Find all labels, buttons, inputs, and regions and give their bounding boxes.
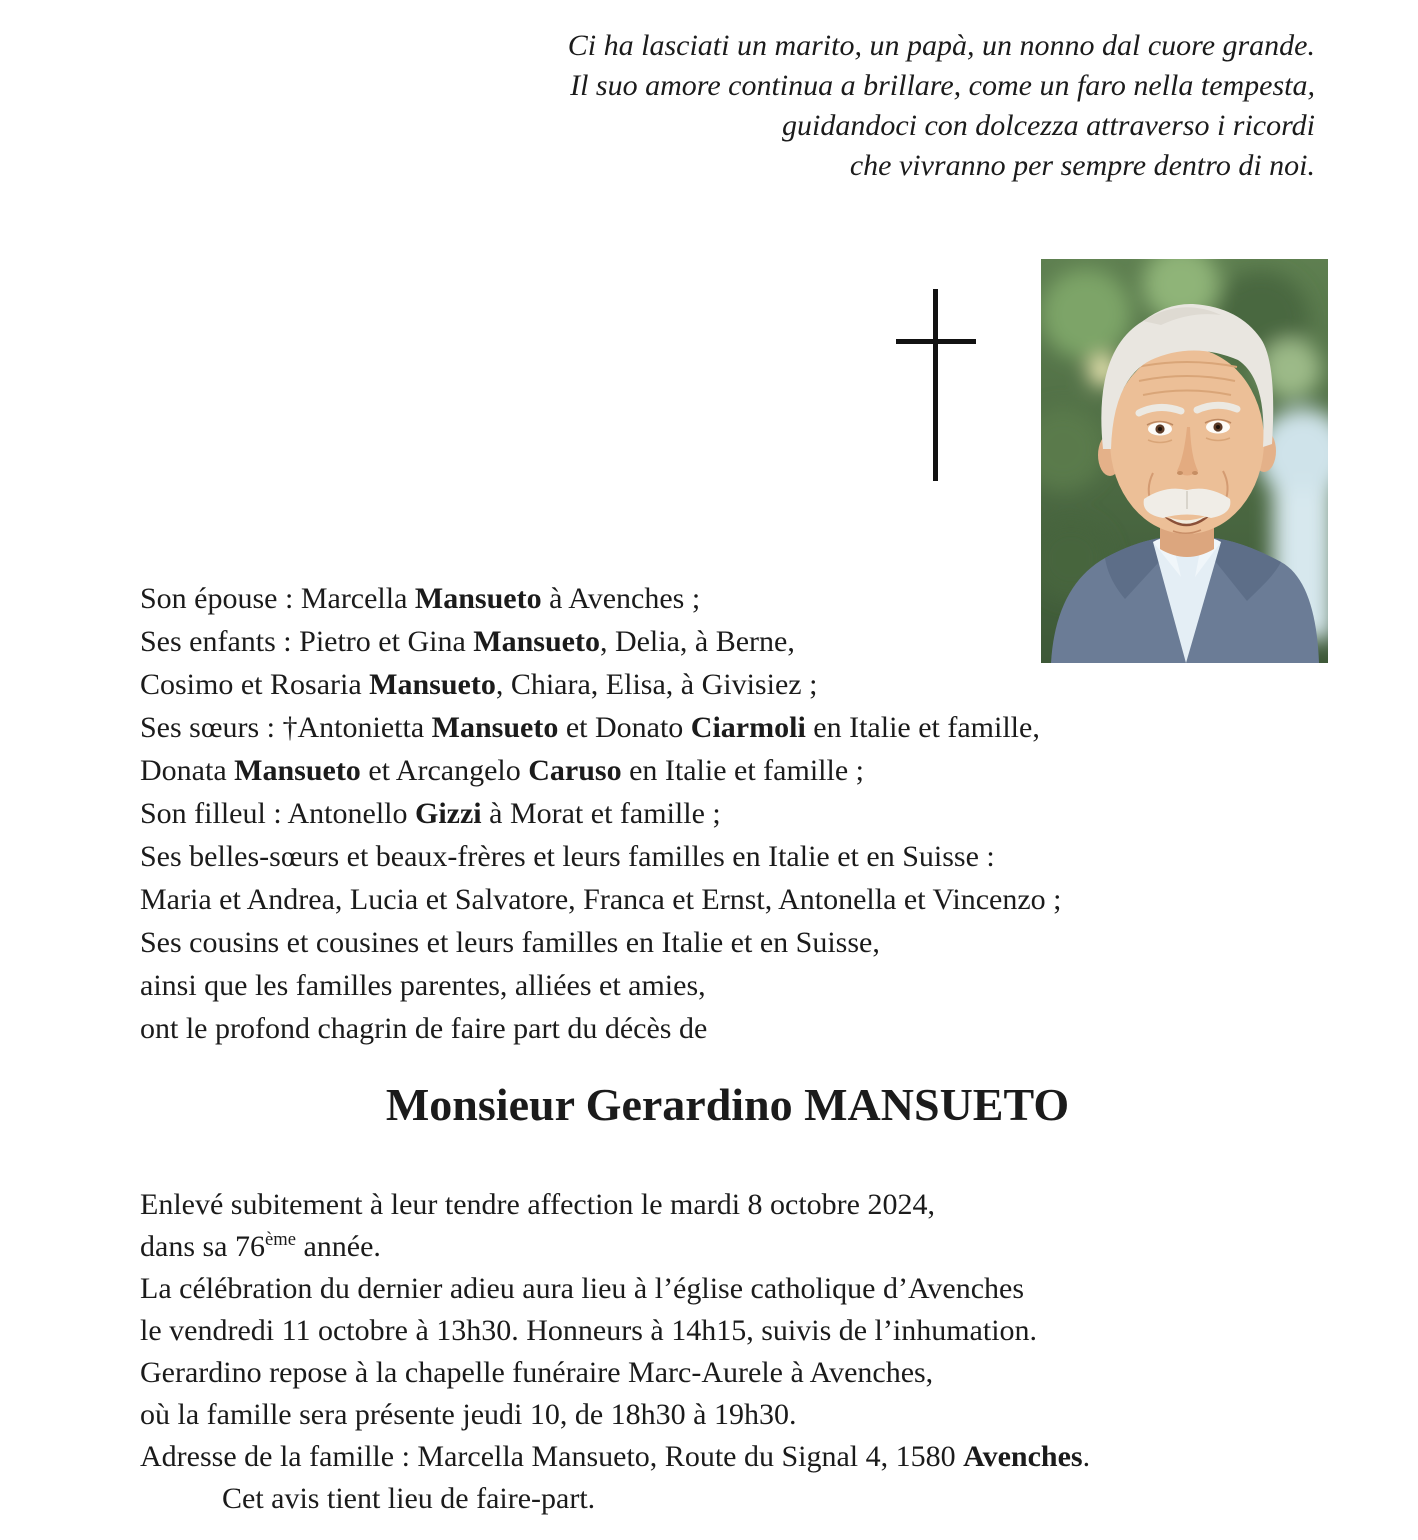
details-line: Gerardino repose à la chapelle funéraire Marc-Aurele à Avenches,: [140, 1356, 934, 1389]
details-line: Adresse de la famille : Marcella Mansueto, Route du Signal 4, 1580 Avenches.: [140, 1440, 1091, 1473]
memorial-quote: [568, 26, 1315, 186]
family-line: Ses sœurs : †Antonietta Mansueto et Donato Ciarmoli en Italie et famille,: [140, 711, 1040, 744]
family-line: Cosimo et Rosaria Mansueto, Chiara, Elisa, à Givisiez ;: [140, 668, 818, 701]
funeral-details: [140, 1184, 1090, 1520]
family-line: Maria et Andrea, Lucia et Salvatore, Franca et Ernst, Antonella et Vincenzo ;: [140, 883, 1062, 916]
quote-line: che vivranno per sempre dentro di noi.: [849, 149, 1315, 182]
details-line: où la famille sera présente jeudi 10, de 18h30 à 19h30.: [140, 1398, 797, 1431]
portrait-illustration: [1041, 259, 1328, 663]
cross-vertical-bar: [933, 289, 938, 481]
family-line: Ses belles-sœurs et beaux-frères et leurs familles en Italie et en Suisse :: [140, 840, 995, 873]
family-line: Son filleul : Antonello Gizzi à Morat et famille ;: [140, 797, 721, 830]
family-line: Ses enfants : Pietro et Gina Mansueto, Delia, à Berne,: [140, 625, 795, 658]
deceased-name-title: Monsieur Gerardino MANSUETO: [385, 1079, 1070, 1130]
family-line: ont le profond chagrin de faire part du décès de: [140, 1012, 708, 1045]
details-line: le vendredi 11 octobre à 13h30. Honneurs à 14h15, suivis de l’inhumation.: [140, 1314, 1038, 1347]
family-line: ainsi que les familles parentes, alliées et amies,: [140, 969, 706, 1002]
family-line: Son épouse : Marcella Mansueto à Avenches ;: [140, 582, 701, 615]
family-announcement: [140, 577, 1061, 1050]
cross-horizontal-bar: [896, 339, 976, 344]
details-line: La célébration du dernier adieu aura lieu à l’église catholique d’Avenches: [140, 1272, 1025, 1305]
details-line: Enlevé subitement à leur tendre affection le mardi 8 octobre 2024,: [140, 1188, 935, 1221]
details-line: Cet avis tient lieu de faire-part.: [222, 1482, 596, 1515]
quote-line: Ci ha lasciati un marito, un papà, un nonno dal cuore grande.: [567, 29, 1315, 62]
details-line: dans sa 76ème année.: [140, 1229, 381, 1263]
portrait-photo: [1041, 259, 1328, 663]
quote-line: Il suo amore continua a brillare, come un faro nella tempesta,: [570, 69, 1315, 102]
family-line: Donata Mansueto et Arcangelo Caruso en Italie et famille ;: [140, 754, 864, 787]
latin-cross-icon: [896, 289, 976, 481]
family-line: Ses cousins et cousines et leurs familles en Italie et en Suisse,: [140, 926, 880, 959]
quote-line: guidandoci con dolcezza attraverso i ricordi: [782, 109, 1315, 142]
